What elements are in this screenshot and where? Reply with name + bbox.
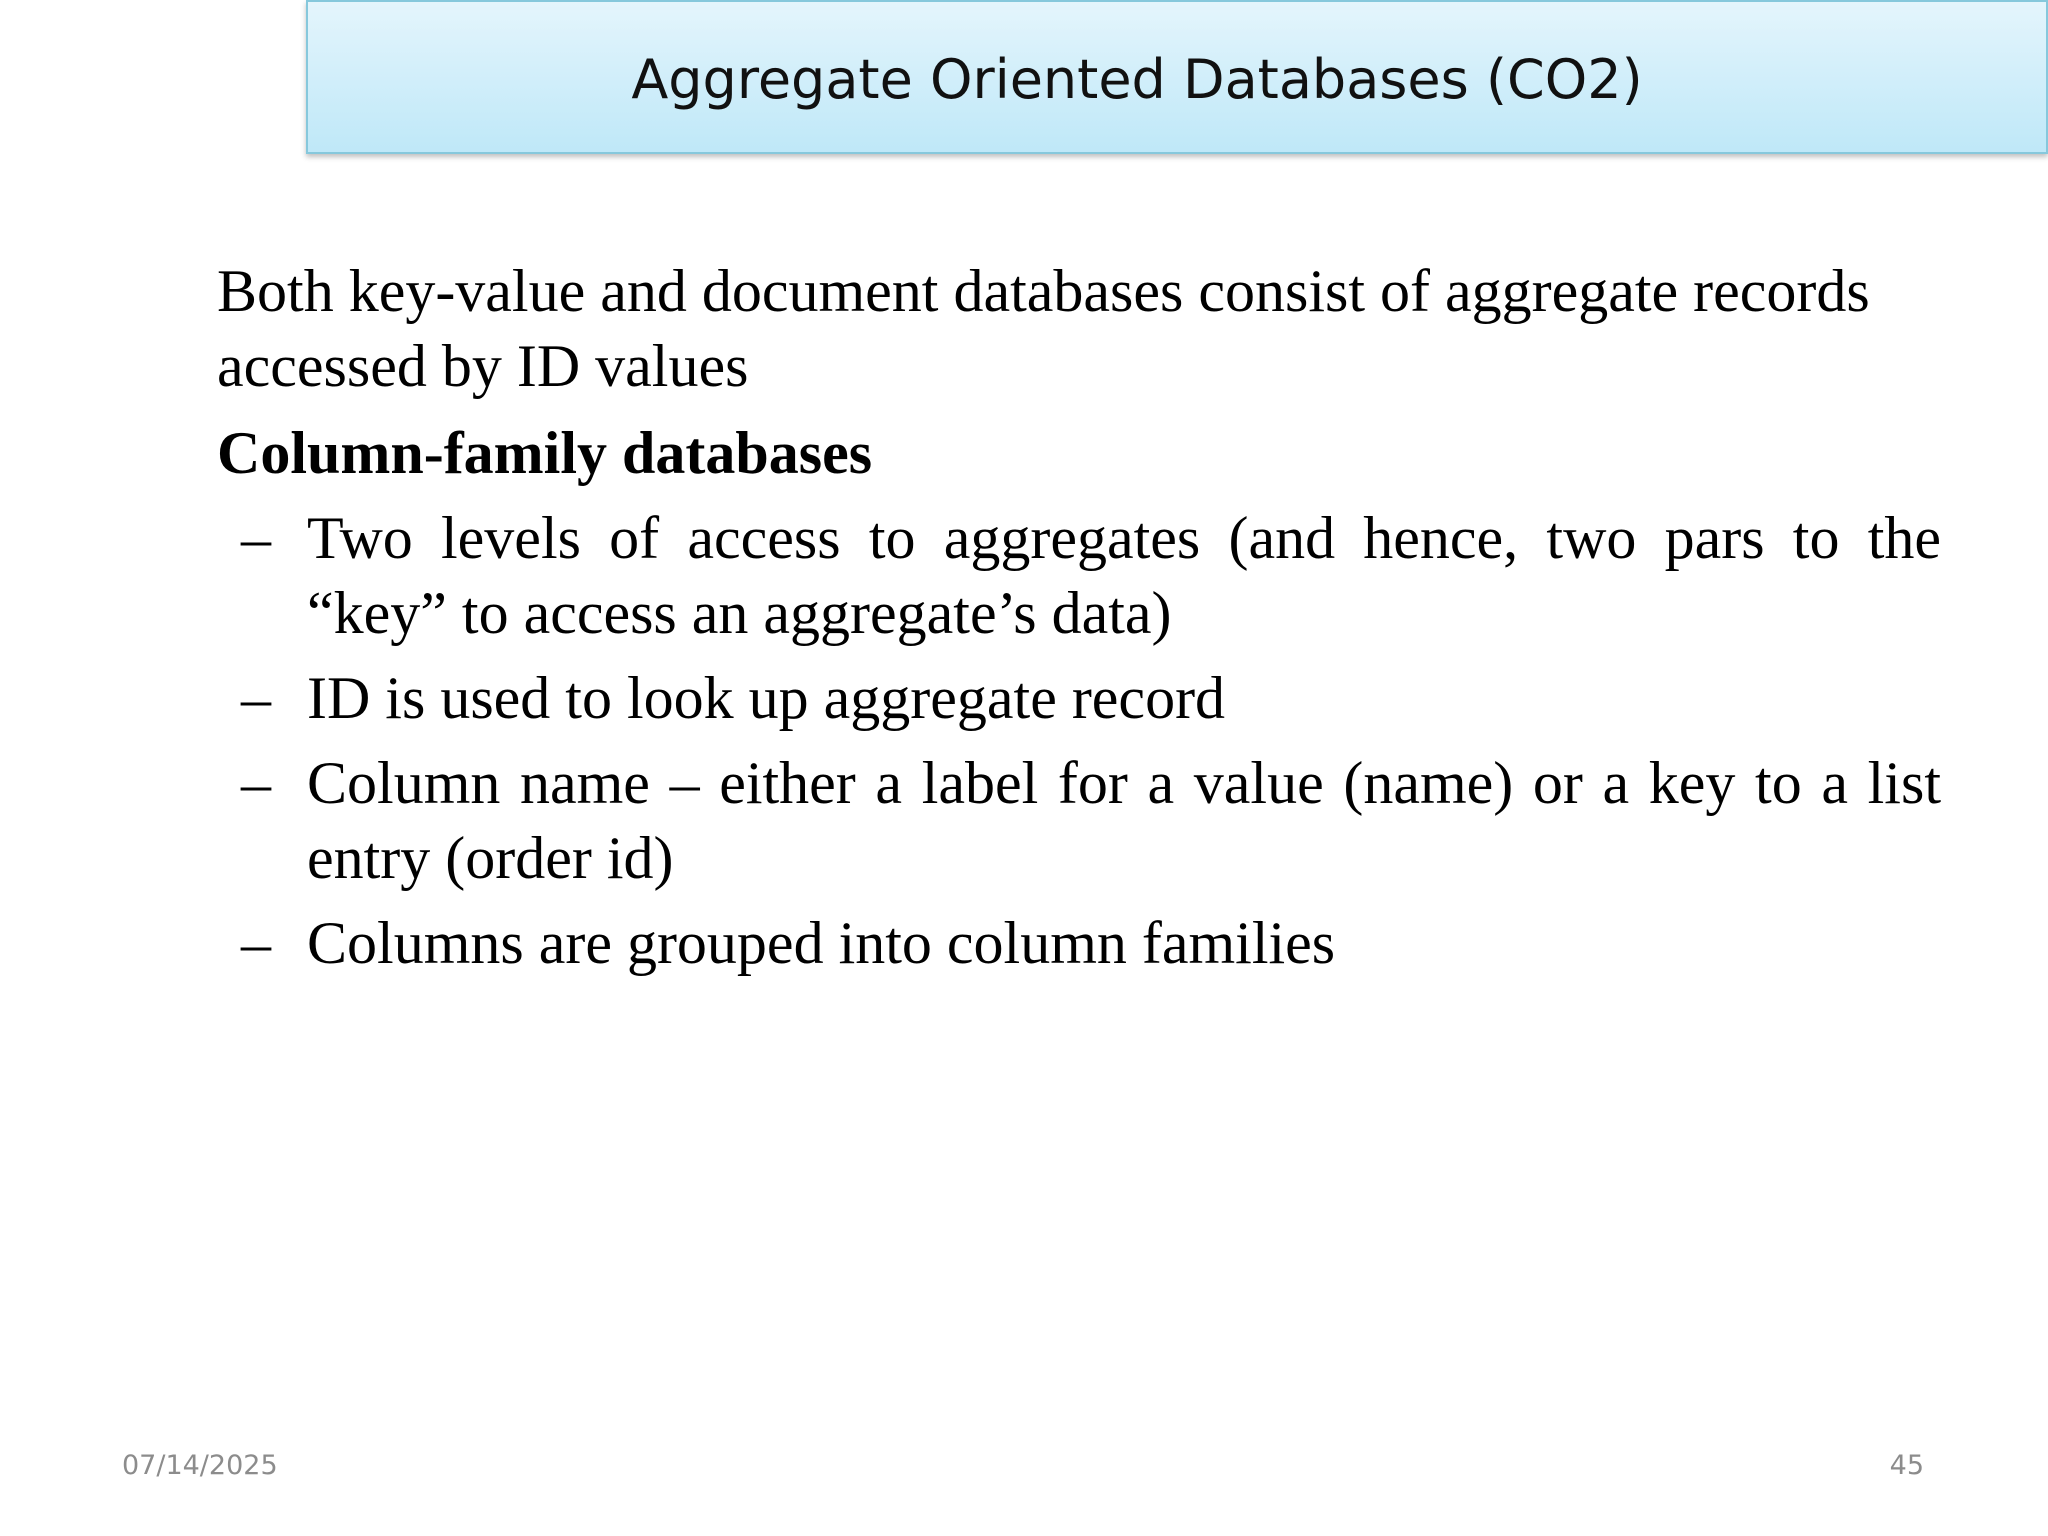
footer-date: 07/14/2025 bbox=[122, 1450, 278, 1481]
section-heading: Column-family databases bbox=[217, 420, 873, 486]
slide-body bbox=[217, 254, 1941, 991]
title-banner bbox=[306, 0, 2048, 154]
bullet-text: Two levels of access to aggregates (and hence, two pars to the “key” to access an aggregate’s data) bbox=[307, 505, 1941, 646]
dash-marker: – bbox=[241, 910, 271, 976]
bullet-item bbox=[217, 661, 1941, 736]
dash-marker: – bbox=[241, 750, 271, 816]
bullet-item bbox=[217, 501, 1941, 651]
slide-title: Aggregate Oriented Databases (CO2) bbox=[631, 47, 1643, 111]
dash-marker: – bbox=[241, 505, 271, 571]
bullet-text: ID is used to look up aggregate record bbox=[307, 665, 1226, 731]
bullet-text: Column name – either a label for a value (name) or a key to a list entry (order id) bbox=[307, 750, 1941, 891]
bullet-item bbox=[217, 746, 1941, 896]
dash-marker: – bbox=[241, 665, 271, 731]
page-number: 45 bbox=[1889, 1450, 1924, 1481]
bullet-item bbox=[217, 906, 1941, 981]
intro-paragraph: Both key-value and document databases consist of aggregate records accessed by ID values bbox=[217, 258, 1870, 399]
bullet-text: Columns are grouped into column families bbox=[307, 910, 1336, 976]
